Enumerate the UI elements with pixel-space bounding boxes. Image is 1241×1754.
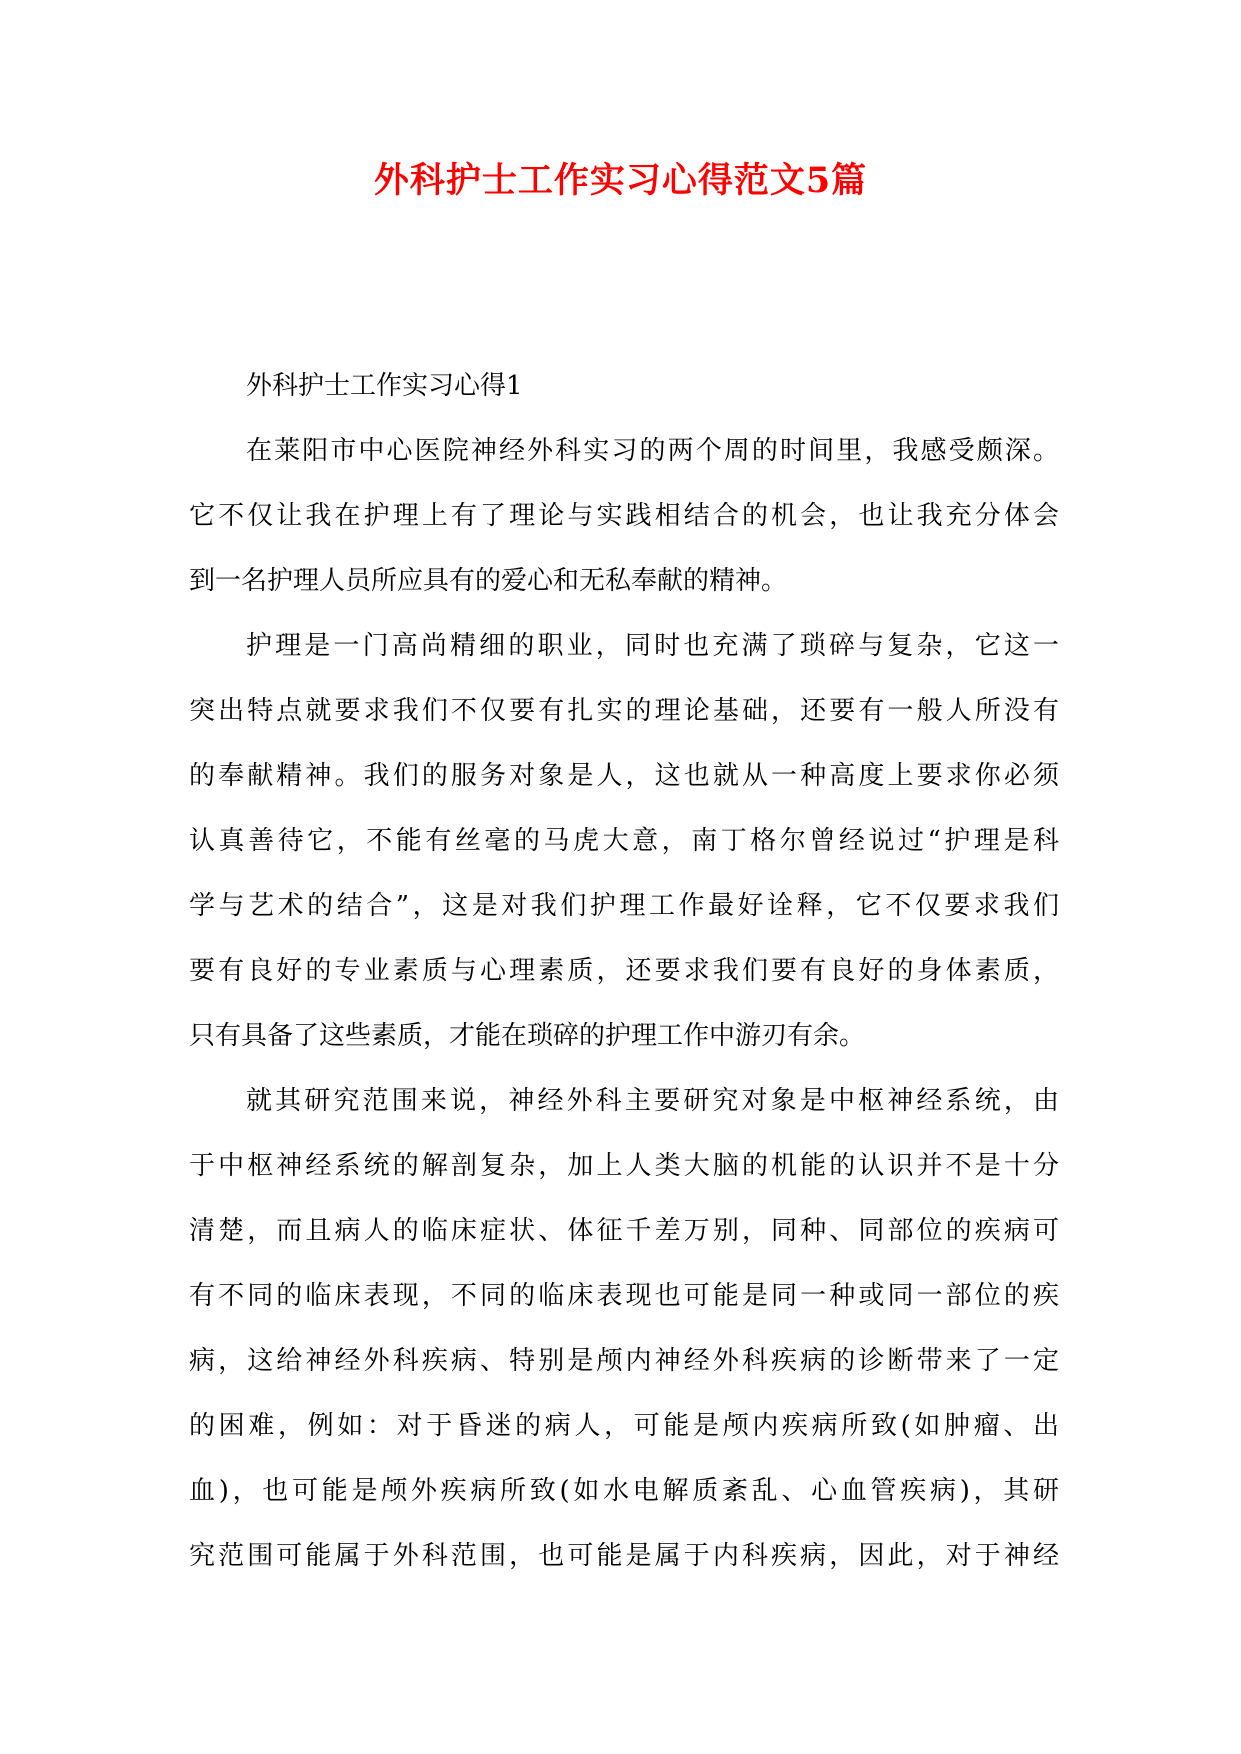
text-line: 就其研究范围来说，神经外科主要研究对象是中枢神经系统，由 bbox=[246, 1086, 1059, 1116]
text-line: 病，这给神经外科疾病、特别是颅内神经外科疾病的诊断带来了一定 bbox=[189, 1346, 1059, 1376]
text-line: 突出特点就要求我们不仅要有扎实的理论基础，还要有一般人所没有 bbox=[189, 696, 1059, 726]
text-line: 清楚，而且病人的临床症状、体征千差万别，同种、同部位的疾病可 bbox=[189, 1216, 1059, 1246]
text-line: 它不仅让我在护理上有了理论与实践相结合的机会，也让我充分体会 bbox=[189, 501, 1059, 531]
text-line: 学与艺术的结合”，这是对我们护理工作最好诠释，它不仅要求我们 bbox=[189, 891, 1059, 921]
document-body bbox=[189, 354, 1059, 1589]
text-line: 究范围可能属于外科范围，也可能是属于内科疾病，因此，对于神经 bbox=[189, 1541, 1059, 1571]
text-line: 护理是一门高尚精细的职业，同时也充满了琐碎与复杂，它这一 bbox=[246, 631, 1059, 661]
text-line: 的奉献精神。我们的服务对象是人，这也就从一种高度上要求你必须 bbox=[189, 761, 1059, 791]
text-line: 只有具备了这些素质，才能在琐碎的护理工作中游刃有余。 bbox=[189, 1021, 866, 1051]
document-title: 外科护士工作实习心得范文5篇 bbox=[373, 160, 868, 201]
text-line: 认真善待它，不能有丝毫的马虎大意，南丁格尔曾经说过“护理是科 bbox=[189, 826, 1059, 856]
text-line: 血)，也可能是颅外疾病所致(如水电解质紊乱、心血管疾病)，其研 bbox=[189, 1476, 1059, 1506]
text-line: 在莱阳市中心医院神经外科实习的两个周的时间里，我感受颇深。 bbox=[246, 436, 1059, 466]
text-line: 的困难，例如：对于昏迷的病人，可能是颅内疾病所致(如肿瘤、出 bbox=[189, 1411, 1059, 1441]
text-line: 外科护士工作实习心得1 bbox=[246, 371, 523, 401]
text-line: 于中枢神经系统的解剖复杂，加上人类大脑的机能的认识并不是十分 bbox=[189, 1151, 1059, 1181]
text-line: 有不同的临床表现，不同的临床表现也可能是同一种或同一部位的疾 bbox=[189, 1281, 1059, 1311]
text-line: 到一名护理人员所应具有的爱心和无私奉献的精神。 bbox=[189, 566, 788, 596]
text-line: 要有良好的专业素质与心理素质，还要求我们要有良好的身体素质， bbox=[189, 956, 1059, 986]
